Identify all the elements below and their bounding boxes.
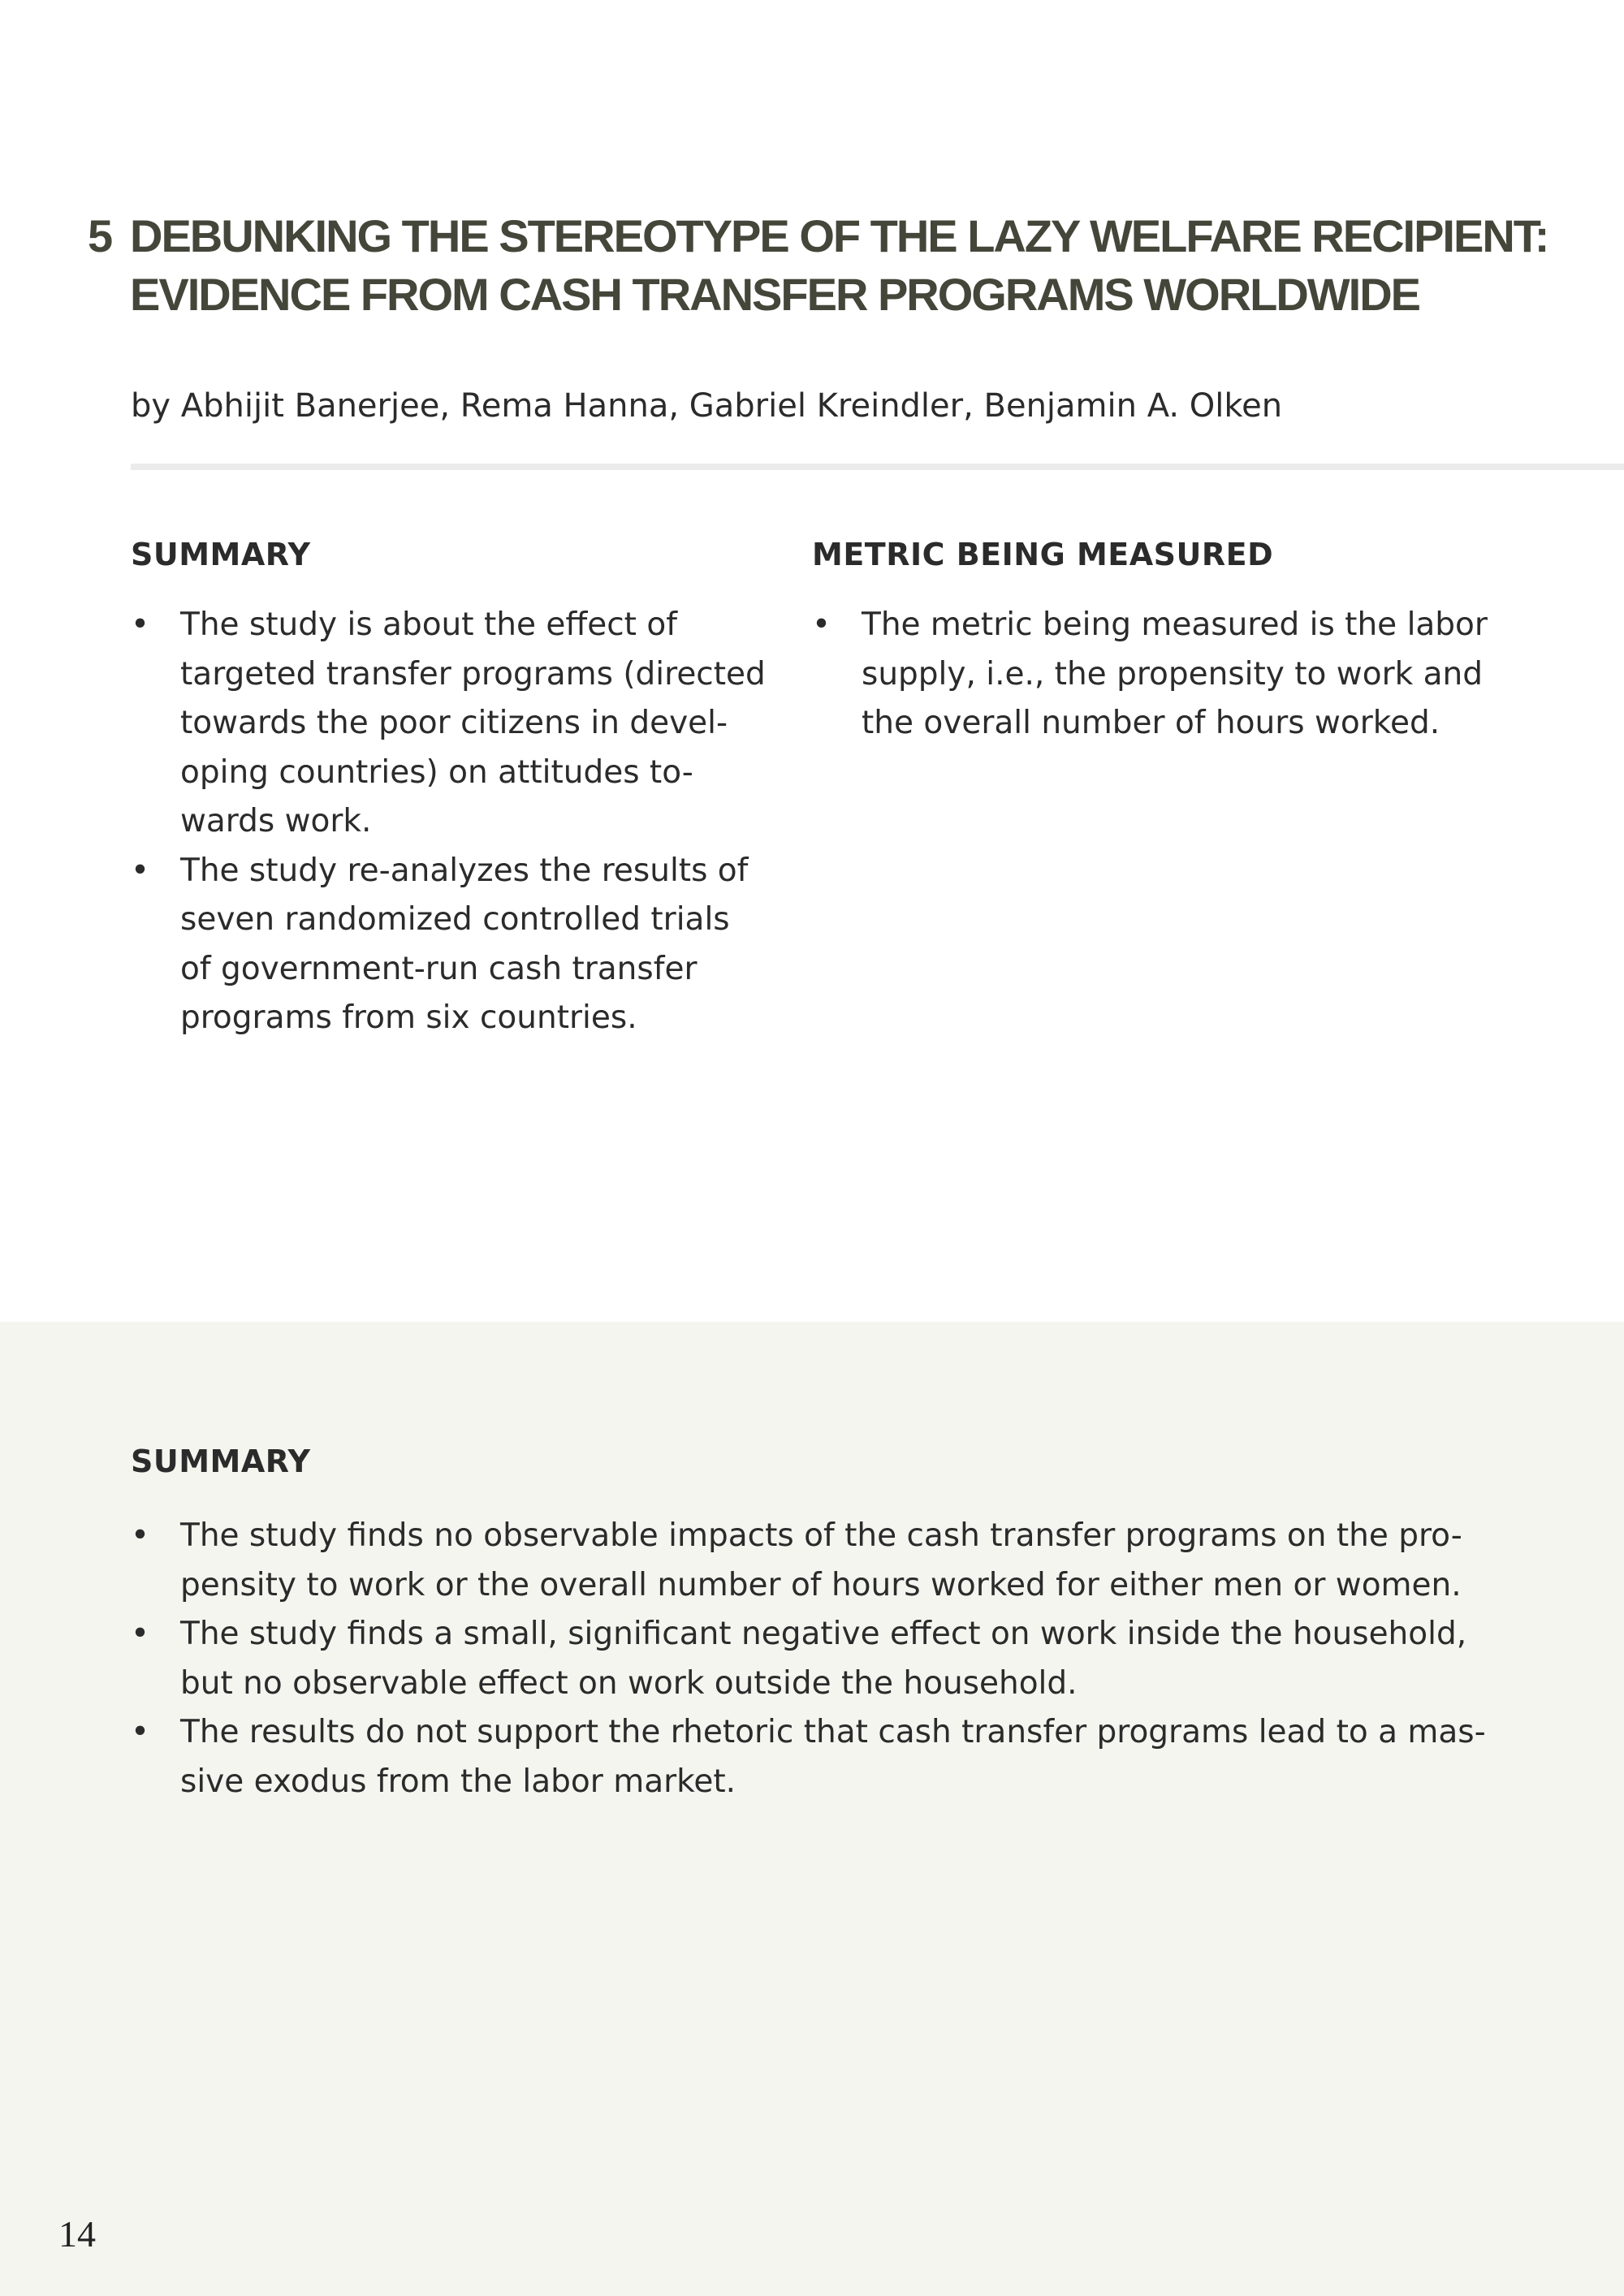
list-item-line: the overall number of hours worked. — [862, 705, 1440, 741]
chapter-title-line: DEBUNKING THE STEREOTYPE OF THE LAZY WELFARE RECIPIENT: — [130, 210, 1548, 261]
summary-list — [131, 601, 780, 1043]
summary-heading: SUMMARY — [131, 537, 311, 572]
list-item-line: • The metric being measured is the labor — [862, 606, 1488, 643]
list-item-line: oping countries) on attitudes to- — [180, 753, 693, 791]
list-item — [131, 1610, 1511, 1708]
list-item-line: wards work. — [180, 803, 372, 839]
list-item-line: • The study finds a small, significant negative effect on work inside the household, — [180, 1616, 1467, 1652]
list-item — [812, 601, 1543, 749]
list-item — [131, 1512, 1511, 1610]
list-item-line: sive exodus from the labor market. — [180, 1763, 736, 1800]
list-item-line: towards the poor citizens in devel- — [180, 705, 728, 741]
list-item-line: supply, i.e., the propensity to work and — [862, 655, 1483, 693]
list-item-line: of government-run cash transfer — [180, 950, 698, 987]
metric-list — [812, 601, 1543, 749]
list-item-line: • The study is about the effect of — [180, 606, 677, 643]
list-item — [131, 601, 780, 847]
metric-heading: METRIC BEING MEASURED — [812, 537, 1274, 572]
divider — [131, 464, 1624, 470]
list-item-line: • The results do not support the rhetoric that cash transfer programs lead to a mas- — [180, 1714, 1486, 1750]
chapter-title-line: EVIDENCE FROM CASH TRANSFER PROGRAMS WORLDWIDE — [130, 269, 1419, 320]
results-summary-heading: SUMMARY — [131, 1444, 311, 1479]
list-item-line: • The study re-analyzes the results of — [180, 852, 749, 889]
chapter-title — [130, 207, 1548, 324]
list-item-line: programs from six countries. — [180, 999, 637, 1036]
list-item-line: but no observable effect on work outside the household. — [180, 1664, 1078, 1702]
list-item-line: pensity to work or the overall number of hours worked for either men or women. — [180, 1566, 1462, 1603]
list-item — [131, 847, 780, 1043]
page-number: 14 — [58, 2213, 96, 2255]
chapter-number: 5 — [88, 210, 112, 261]
author-byline: by Abhijit Banerjee, Rema Hanna, Gabriel Kreindler, Benjamin A. Olken — [131, 387, 1283, 425]
list-item-line: targeted transfer programs (directed — [180, 655, 766, 693]
list-item-line: • The study finds no observable impacts of the cash transfer programs on the pro- — [180, 1517, 1462, 1554]
list-item — [131, 1708, 1511, 1806]
results-summary-list — [131, 1512, 1511, 1806]
list-item-line: seven randomized controlled trials — [180, 901, 730, 938]
